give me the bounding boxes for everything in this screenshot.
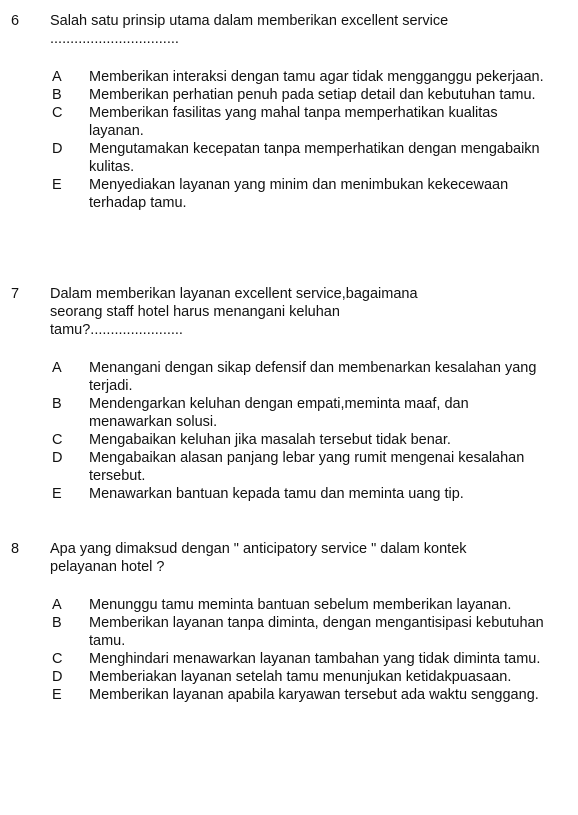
option-letter: B (52, 87, 62, 103)
option-letter: E (52, 687, 62, 703)
option-letter: C (52, 105, 63, 121)
option-list (0, 68, 578, 212)
option-text: Menyediakan layanan yang minim dan menimbukan kekecewaan terhadap tamu. (89, 177, 509, 211)
option-a[interactable] (0, 68, 578, 86)
option-text: Memberiakan layanan setelah tamu menunjukan ketidakpuasaan. (89, 669, 512, 685)
option-text: Menawarkan bantuan kepada tamu dan meminta uang tip. (89, 486, 464, 502)
option-letter: A (52, 597, 62, 613)
option-text: Memberikan layanan apabila karyawan tersebut ada waktu senggang. (89, 687, 539, 703)
option-e[interactable] (0, 176, 578, 212)
option-b[interactable] (0, 395, 578, 431)
option-d[interactable] (0, 449, 578, 485)
option-text: Memberikan fasilitas yang mahal tanpa memperhatikan kualitas layanan. (89, 105, 498, 139)
option-d[interactable] (0, 668, 578, 686)
option-text: Mengabaikan keluhan jika masalah tersebut tidak benar. (89, 432, 451, 448)
option-b[interactable] (0, 86, 578, 104)
option-d[interactable] (0, 140, 578, 176)
option-b[interactable] (0, 614, 578, 650)
option-c[interactable] (0, 104, 578, 140)
option-letter: D (52, 450, 63, 466)
option-list (0, 359, 578, 503)
option-letter: B (52, 396, 62, 412)
option-text: Memberikan perhatian penuh pada setiap detail dan kebutuhan tamu. (89, 87, 536, 103)
option-letter: A (52, 360, 62, 376)
option-list (0, 596, 578, 704)
option-letter: D (52, 669, 63, 685)
question-number: 7 (11, 286, 20, 302)
question-text: Dalam memberikan layanan excellent service,bagaimana seorang staff hotel harus menangani keluhan tamu?....................... (50, 286, 418, 338)
option-a[interactable] (0, 359, 578, 395)
option-e[interactable] (0, 485, 578, 503)
option-letter: E (52, 486, 62, 502)
question-text: Salah satu prinsip utama dalam memberikan excellent service ................................ (50, 13, 449, 47)
question-text: Apa yang dimaksud dengan " anticipatory service " dalam kontek pelayanan hotel ? (50, 541, 467, 575)
option-letter: E (52, 177, 62, 193)
option-text: Menghindari menawarkan layanan tambahan yang tidak diminta tamu. (89, 651, 541, 667)
option-letter: A (52, 69, 62, 85)
option-a[interactable] (0, 596, 578, 614)
option-text: Memberikan layanan tanpa diminta, dengan mengantisipasi kebutuhan tamu. (89, 615, 544, 649)
option-text: Mendengarkan keluhan dengan empati,meminta maaf, dan menawarkan solusi. (89, 396, 469, 430)
question-number: 6 (11, 13, 20, 29)
option-letter: B (52, 615, 62, 631)
option-text: Mengutamakan kecepatan tanpa memperhatikan dengan mengabaikn kulitas. (89, 141, 540, 175)
option-c[interactable] (0, 650, 578, 668)
question-number: 8 (11, 541, 20, 557)
option-letter: C (52, 432, 63, 448)
option-letter: C (52, 651, 63, 667)
option-letter: D (52, 141, 63, 157)
option-text: Mengabaikan alasan panjang lebar yang rumit mengenai kesalahan tersebut. (89, 450, 525, 484)
option-e[interactable] (0, 686, 578, 704)
option-c[interactable] (0, 431, 578, 449)
option-text: Menangani dengan sikap defensif dan membenarkan kesalahan yang terjadi. (89, 360, 537, 394)
option-text: Menunggu tamu meminta bantuan sebelum memberikan layanan. (89, 597, 512, 613)
option-text: Memberikan interaksi dengan tamu agar tidak mengganggu pekerjaan. (89, 69, 544, 85)
